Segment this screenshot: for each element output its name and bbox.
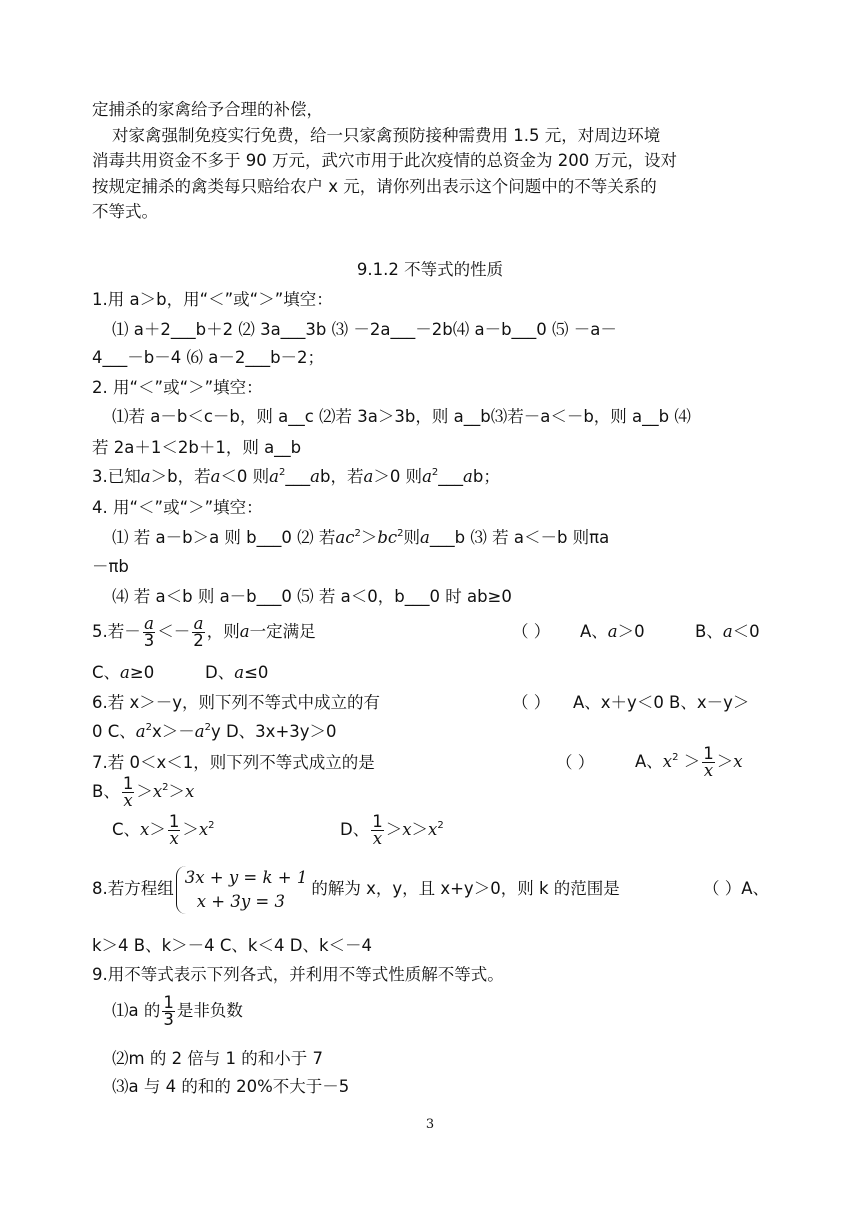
q9-stem: 9.用不等式表示下列各式，并利用不等式性质解不等式。 [92, 965, 504, 984]
q2-line-1: ⑴若 a－b＜c－b，则 a__c ⑵若 3a＞3b，则 a__b⑶若－a＜－b，则 a__b ⑷ [112, 407, 691, 426]
math-a: a [463, 467, 473, 486]
math-a: a [269, 467, 280, 486]
fraction-1-over-x: $\frac{1}{x}$ [703, 744, 714, 780]
q3-blank: ___ [285, 467, 311, 486]
q1-line-1: ⑴ a＋2___b＋2 ⑵ 3a___3b ⑶ －2a___－2b⑷ a－b___0 ⑸ －a－ [112, 320, 617, 339]
math-a: a [140, 467, 151, 486]
q7-answer-paren: （ ） [556, 753, 595, 772]
q9-item-3: ⑶a 与 4 的和的 20%不大于－5 [112, 1077, 350, 1096]
exp-2: 2 [431, 467, 439, 478]
exp-2: 2 [279, 467, 286, 478]
q4-part: ___b ⑶ 若 a＜－b 则πa [429, 528, 610, 547]
q3-part: ＞0 则 [373, 467, 423, 486]
q4-stem: 4. 用“＜”或“＞”填空： [92, 498, 263, 517]
q5-part: ＜－ [157, 622, 191, 641]
q8-line-1: 8.若方程组 3x + y = k + 1 x + 3y = 3 的解为 x，y，且 x+y＞0，则 k 的范围是 [92, 864, 620, 914]
q5-option-a: A、a＞0 [580, 622, 645, 641]
q6-options-ab: A、x＋y＜0 B、x－y＞ [573, 693, 750, 712]
q2-line-2: 若 2a＋1＜2b＋1，则 a__b [92, 438, 302, 457]
q7-option-d: D、 $\frac{1}{x}$ $>x>x^2$ [340, 812, 444, 848]
math-a: a [422, 467, 432, 486]
q6-line-2: 0 C、$a^2x>-a^2y$ D、3x+3y＞0 [92, 722, 337, 741]
q7-option-b: B、 $\frac{1}{x}$ $>x^2>x$ [92, 774, 195, 810]
q5-part: ，则 [206, 622, 240, 641]
fraction-1-over-x: $\frac{1}{x}$ [122, 774, 134, 810]
math-a: a [420, 528, 430, 547]
q7-option-a: A、$x^2$ ＞ $\frac{1}{x}$ ＞x [635, 744, 743, 780]
q5-option-c: C、a≥0 [92, 663, 155, 682]
q4-part: ⑴ 若 a－b＞a 则 b___0 ⑵ 若 [112, 528, 336, 547]
q4-line-3: ⑷ 若 a＜b 则 a－b___0 ⑸ 若 a＜0，b___0 时 ab≥0 [112, 587, 512, 606]
q3-part: 3.已知 [92, 467, 141, 486]
math-a: a [363, 467, 374, 486]
q4-line-2: －πb [92, 557, 129, 576]
section-title: 9.1.2 不等式的性质 [356, 260, 504, 279]
q1-stem: 1.用 a＞b，用“＜”或“＞”填空： [92, 290, 333, 309]
fraction-a-over-3: $\frac{a}{3}$ [143, 614, 155, 650]
q5-option-d: D、a≤0 [205, 663, 269, 682]
math-a: a [239, 622, 250, 641]
q4-line-1 [112, 527, 609, 549]
q3-part: ＜0 则 [220, 467, 270, 486]
q3-line [92, 466, 500, 488]
q9-item-2: ⑵m 的 2 倍与 1 的和小于 7 [112, 1049, 324, 1068]
q5-line-1 [92, 614, 316, 650]
page-number: 3 [425, 1117, 435, 1132]
q3-blank: ___ [438, 467, 464, 486]
exp-2: 2 [397, 528, 404, 539]
q9-item-1: ⑴a 的 $\frac{1}{3}$ 是非负数 [112, 993, 243, 1029]
q8-line-2: k＞4 B、k＞－4 C、k＜4 D、k＜－4 [92, 936, 372, 955]
exp-2: 2 [354, 528, 361, 539]
math-a: a [210, 467, 221, 486]
q5-answer-paren: （ ） [512, 622, 551, 641]
intro-line-2: 对家禽强制免疫实行免费，给一只家禽预防接种需费用 1.5 元，对周边环境 [112, 126, 661, 145]
math-ac: ac [335, 528, 355, 547]
intro-line-5: 不等式。 [92, 202, 158, 221]
q3-part: b，若 [319, 467, 364, 486]
q5-part: 5.若－ [92, 622, 141, 641]
fraction-1-over-x: $\frac{1}{x}$ [372, 812, 383, 848]
q8-answer-paren: （ ）A、 [703, 879, 770, 898]
q4-part: ＞ [360, 528, 378, 547]
intro-line-4: 按规定捕杀的禽类每只赔给农户 x 元，请你列出表示这个问题中的不等关系的 [92, 177, 657, 196]
q3-part: b； [472, 467, 500, 486]
q7-line-1: 7.若 0＜x＜1，则下列不等式成立的是 [92, 753, 375, 772]
intro-line-1: 定捕杀的家禽给予合理的补偿， [92, 100, 323, 119]
q3-part: ＞b，若 [150, 467, 211, 486]
q6-answer-paren: （ ） [512, 693, 551, 712]
fraction-1-over-3: $\frac{1}{3}$ [163, 993, 174, 1029]
q6-line-1: 6.若 x＞－y，则下列不等式中成立的有 [92, 693, 381, 712]
q5-option-b: B、a＜0 [695, 622, 760, 641]
math-bc: bc [377, 528, 398, 547]
equation-system: 3x + y = k + 1 x + 3y = 3 [176, 866, 312, 914]
q2-stem: 2. 用“＜”或“＞”填空： [92, 378, 263, 397]
fraction-1-over-x: $\frac{1}{x}$ [168, 812, 180, 848]
math-a: a [310, 467, 320, 486]
q7-option-c: C、x＞ $\frac{1}{x}$ $>x^2$ [112, 812, 215, 848]
q1-line-2: 4___－b－4 ⑹ a－2___b－2； [92, 348, 325, 367]
q4-part: 则 [403, 528, 421, 547]
intro-line-3: 消毒共用资金不多于 90 万元，武穴市用于此次疫情的总资金为 200 万元，设对 [92, 151, 677, 170]
q5-part: 一定满足 [249, 622, 316, 641]
fraction-a-over-2: $\frac{a}{2}$ [193, 614, 204, 650]
